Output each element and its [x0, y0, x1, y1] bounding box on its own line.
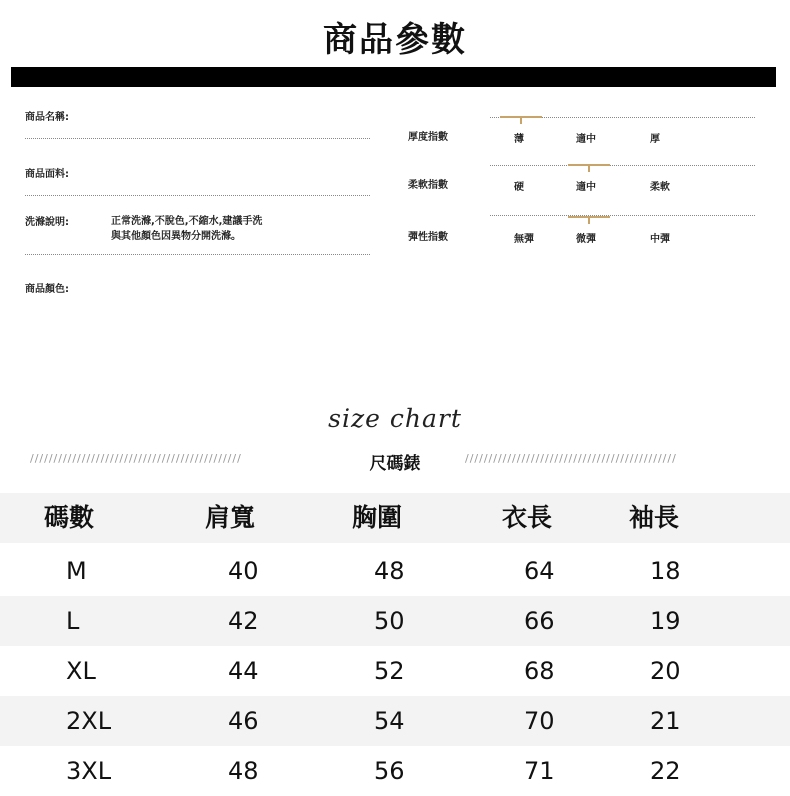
size-chart-cn-title: 尺碼錶	[369, 454, 421, 474]
table-cell: 54	[374, 707, 405, 735]
index-option: 適中	[576, 182, 596, 193]
table-cell: 20	[650, 657, 681, 685]
table-header-row	[0, 493, 790, 543]
divider	[25, 254, 370, 255]
table-cell: 21	[650, 707, 681, 735]
table-cell: 3XL	[66, 757, 112, 785]
divider	[25, 138, 370, 139]
title-divider-bar	[11, 67, 776, 87]
size-chart-heading: size chart	[328, 404, 462, 433]
decorative-slash-line: /////////////////////////////////////////////	[30, 452, 242, 465]
table-cell: M	[66, 557, 87, 585]
table-header-cell: 衣長	[502, 503, 553, 532]
selected-indicator	[568, 216, 610, 226]
table-header-cell: 肩寬	[205, 503, 256, 532]
table-header-cell: 胸圍	[352, 503, 403, 532]
table-header-cell: 碼數	[44, 503, 95, 532]
index-option: 厚	[650, 134, 660, 145]
table-cell: 70	[524, 707, 555, 735]
table-cell: 52	[374, 657, 405, 685]
index-option: 薄	[514, 134, 524, 145]
index-option: 適中	[576, 134, 596, 145]
table-cell: 46	[228, 707, 259, 735]
product-fabric-label: 商品面料:	[25, 169, 69, 180]
table-cell: 50	[374, 607, 405, 635]
index-option: 中彈	[650, 234, 670, 245]
table-cell: 56	[374, 757, 405, 785]
table-row	[0, 696, 790, 746]
selected-indicator	[568, 164, 610, 174]
divider	[25, 195, 370, 196]
table-cell: 40	[228, 557, 259, 585]
table-cell: L	[66, 607, 80, 635]
table-cell: 66	[524, 607, 555, 635]
index-label: 柔軟指數	[408, 180, 448, 191]
divider	[490, 215, 755, 216]
divider	[490, 165, 755, 166]
index-label: 彈性指數	[408, 232, 448, 243]
table-row	[0, 546, 790, 596]
wash-instructions-label: 洗滌說明:	[25, 217, 69, 228]
decorative-slash-line: /////////////////////////////////////////////	[465, 452, 677, 465]
index-option: 硬	[514, 182, 524, 193]
table-cell: 48	[374, 557, 405, 585]
table-cell: 42	[228, 607, 259, 635]
table-cell: 68	[524, 657, 555, 685]
table-row	[0, 596, 790, 646]
index-label: 厚度指數	[408, 132, 448, 143]
table-cell: 22	[650, 757, 681, 785]
table-row	[0, 646, 790, 696]
table-cell: 18	[650, 557, 681, 585]
table-cell: 44	[228, 657, 259, 685]
table-cell: 71	[524, 757, 555, 785]
selected-indicator	[500, 116, 542, 126]
table-cell: XL	[66, 657, 96, 685]
wash-instructions-text: 正常洗滌,不脫色,不縮水,建議手洗 與其他顏色因異物分開洗滌。	[111, 216, 263, 242]
index-option: 柔軟	[650, 182, 670, 193]
product-name-label: 商品名稱:	[25, 112, 69, 123]
index-option: 無彈	[514, 234, 534, 245]
page-title: 商品參數	[323, 20, 467, 60]
table-cell: 19	[650, 607, 681, 635]
index-option: 微彈	[576, 234, 596, 245]
table-cell: 2XL	[66, 707, 112, 735]
table-cell: 64	[524, 557, 555, 585]
product-color-label: 商品顏色:	[25, 284, 69, 295]
table-cell: 48	[228, 757, 259, 785]
table-header-cell: 袖長	[629, 503, 680, 532]
